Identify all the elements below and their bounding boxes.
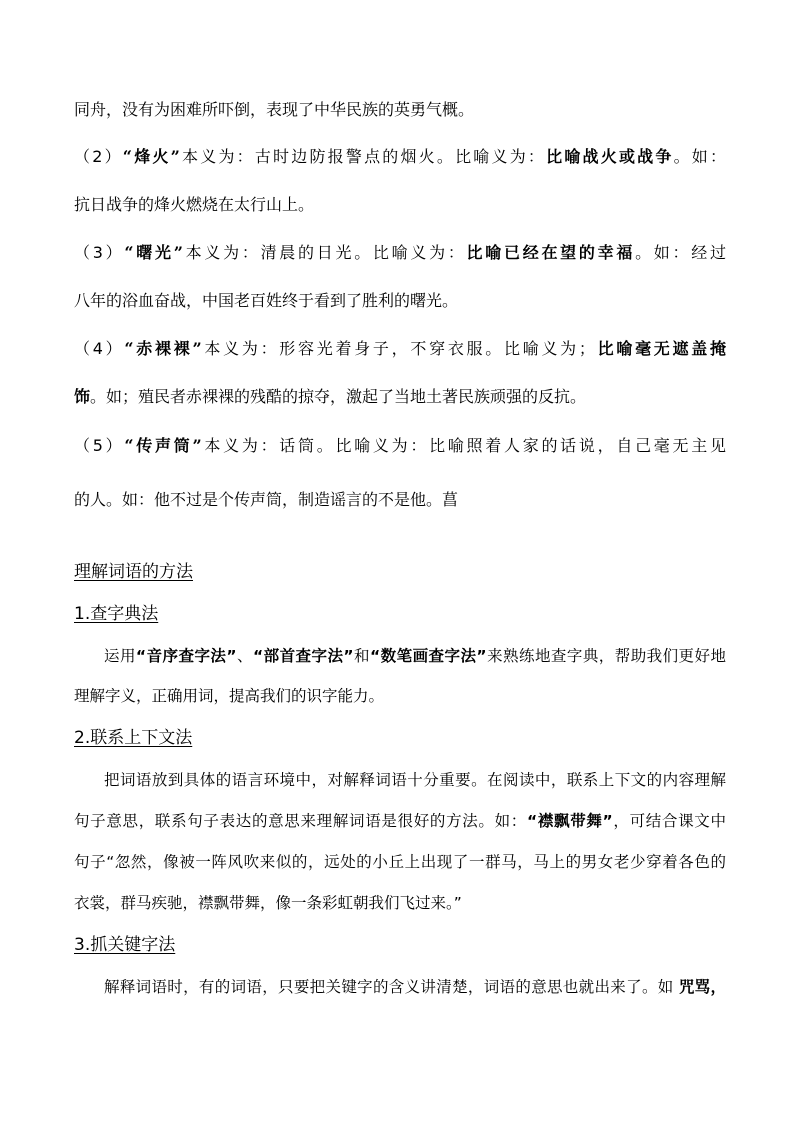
method-1-line-2: 理解字义，正确用词，提高我们的识字能力。 bbox=[74, 687, 385, 705]
figurative-meaning: 比喻毫无遮盖掩 bbox=[594, 339, 726, 358]
item-number: （2） bbox=[74, 147, 123, 166]
keyword: “部首查字法” bbox=[252, 647, 354, 665]
text-line bbox=[74, 99, 726, 121]
section-title: 理解词语的方法 bbox=[74, 562, 193, 582]
method-1-line-1: 运用“音序查字法”、“部首查字法”和“数笔画查字法”来熟练地查字典，帮助我们更好地 bbox=[104, 647, 726, 665]
keyword: 咒骂， bbox=[678, 978, 726, 996]
method-2-line-4: 衣裳，群马疾驰，襟飘带舞，像一条彩虹朝我们飞过来。” bbox=[74, 894, 462, 912]
keyword: “数笔画查字法” bbox=[370, 647, 487, 665]
figurative-meaning: 饰 bbox=[74, 387, 91, 406]
item-number: （5） bbox=[74, 436, 125, 455]
item-3 bbox=[74, 242, 726, 264]
item-number: （3） bbox=[74, 243, 125, 262]
item-4 bbox=[74, 338, 726, 360]
text-line bbox=[74, 489, 726, 511]
method-heading-1: 1.查字典法 bbox=[74, 604, 159, 624]
method-heading-3: 3.抓关键字法 bbox=[74, 935, 176, 955]
figurative-meaning: 比喻已经在望的幸福 bbox=[466, 243, 636, 262]
definition: 本义为：清晨的日光。比喻义为： bbox=[182, 243, 467, 262]
item-number: （4） bbox=[74, 339, 125, 358]
text-line bbox=[74, 290, 726, 312]
example-text: 八年的浴血奋战，中国老百姓终于看到了胜利的曙光。 bbox=[74, 291, 459, 310]
method-heading-2: 2.联系上下文法 bbox=[74, 728, 193, 748]
keyword: “音序查字法” bbox=[135, 647, 237, 665]
example-lead: 。如： bbox=[673, 147, 726, 166]
term: “传声筒” bbox=[124, 436, 202, 455]
example-lead: 。如：经过 bbox=[635, 243, 726, 262]
term: “赤裸裸” bbox=[124, 339, 202, 358]
definition: 本义为：古时边防报警点的烟火。比喻义为： bbox=[179, 147, 547, 166]
keyword: “襟飘带舞” bbox=[526, 812, 613, 830]
method-2-line-1: 把词语放到具体的语言环境中，对解释词语十分重要。在阅读中，联系上下文的内容理解 bbox=[104, 771, 726, 789]
method-2-line-3: 句子“忽然，像被一阵风吹来似的，远处的小丘上出现了一群马，马上的男女老少穿着各色的 bbox=[74, 853, 726, 871]
definition: 本义为：形容光着身子，不穿衣服。比喻义为； bbox=[201, 339, 595, 358]
example-text: 的人。如：他不过是个传声筒，制造谣言的不是他。菖 bbox=[74, 490, 459, 509]
method-2-line-2: 句子意思，联系句子表达的意思来理解词语是很好的方法。如：“襟飘带舞”，可结合课文中 bbox=[74, 812, 726, 830]
term: “烽火” bbox=[122, 147, 180, 166]
paragraph-text: 同舟，没有为困难所吓倒，表现了中华民族的英勇气概。 bbox=[74, 100, 475, 119]
text-line bbox=[74, 194, 726, 216]
example-text: 抗日战争的烽火燃烧在太行山上。 bbox=[74, 195, 315, 214]
item-2 bbox=[74, 146, 726, 168]
definition: 本义为：话筒。比喻义为：比喻照着人家的话说，自己毫无主见 bbox=[201, 436, 726, 455]
example-text: 。如；殖民者赤裸裸的残酷的掠夺，激起了当地土著民族顽强的反抗。 bbox=[90, 387, 587, 406]
figurative-meaning: 比喻战火或战争 bbox=[546, 147, 674, 166]
item-5 bbox=[74, 435, 726, 457]
method-3-line-1: 解释词语时，有的词语，只要把关键字的含义讲清楚，词语的意思也就出来了。如 咒骂， bbox=[104, 978, 726, 996]
text-line bbox=[74, 386, 726, 408]
term: “曙光” bbox=[124, 243, 183, 262]
